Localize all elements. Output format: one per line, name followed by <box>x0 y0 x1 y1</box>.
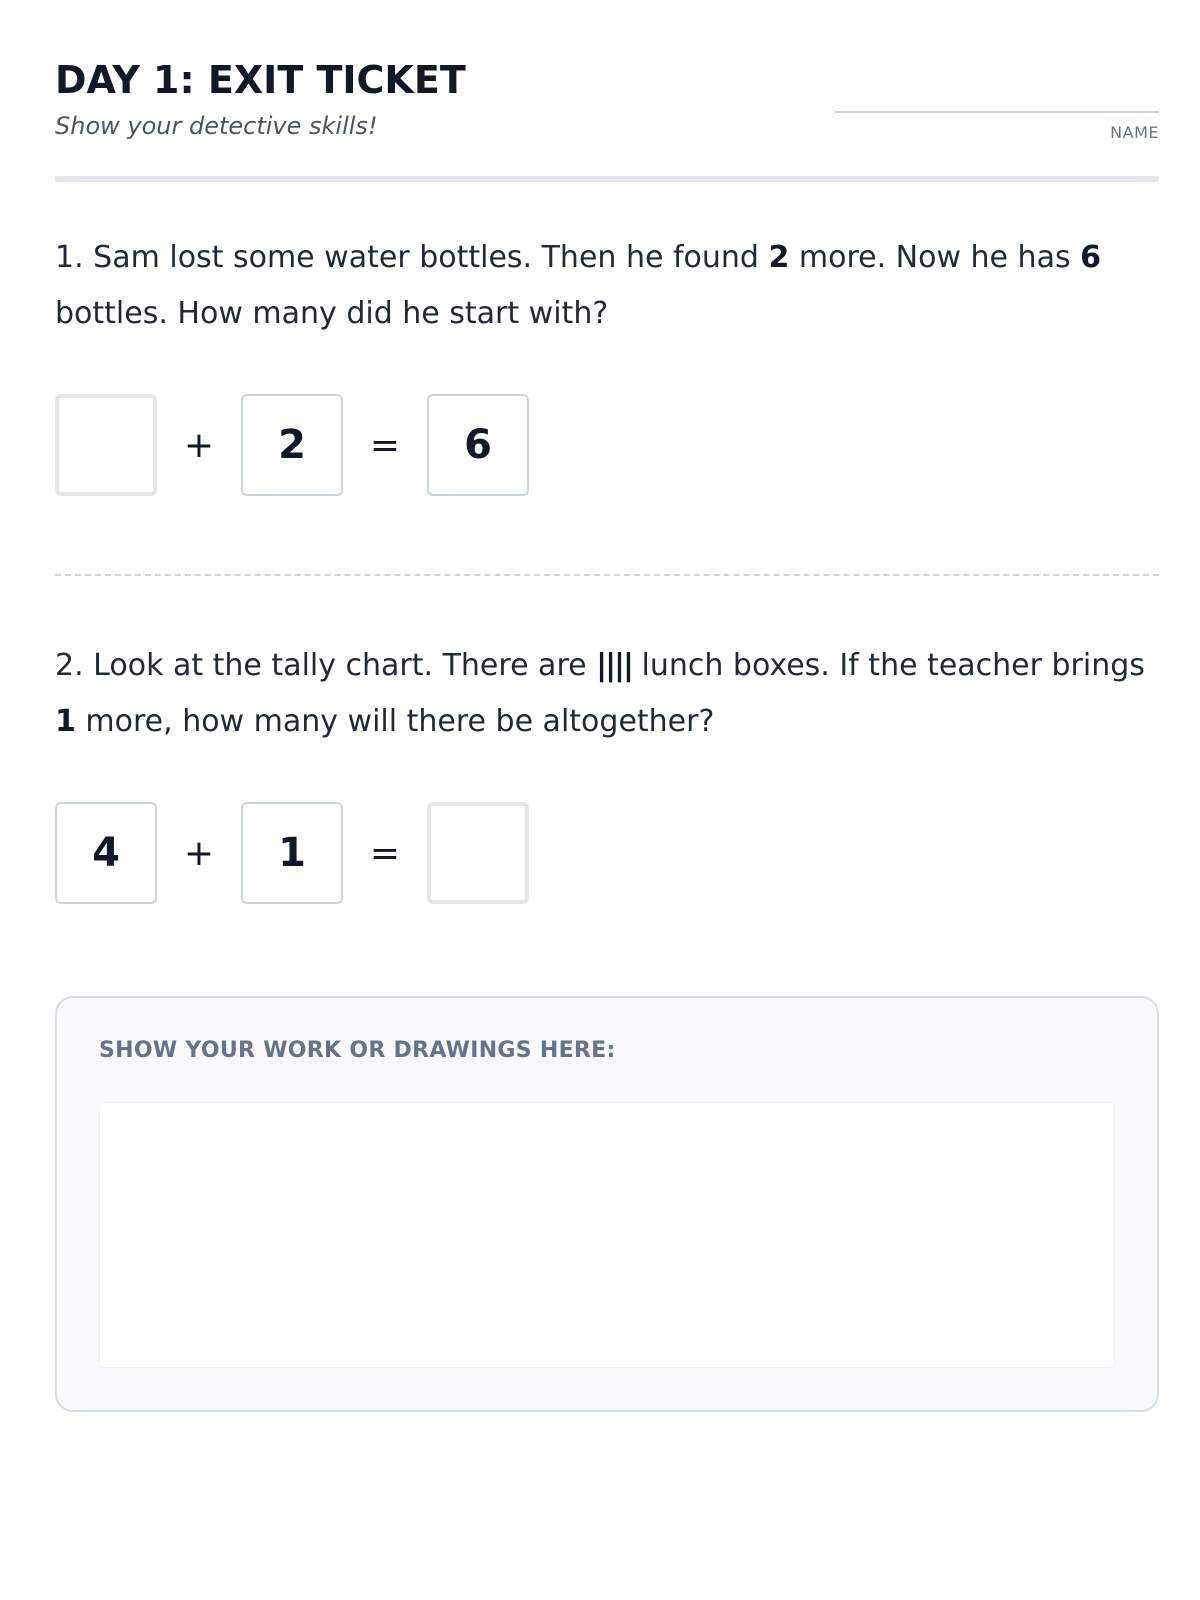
question-1-text-part: bottles. How many did he start with? <box>55 296 609 331</box>
name-field-line[interactable] <box>835 111 1159 113</box>
worksheet-header <box>55 55 1159 183</box>
number-box-added: 1 <box>241 802 343 904</box>
question-2-text-part: lunch boxes. If the teacher brings <box>631 648 1145 683</box>
header-divider <box>55 176 1159 182</box>
tally-marks: |||| <box>596 648 632 683</box>
question-1-value-found: 2 <box>768 240 790 275</box>
plus-sign: + <box>183 832 215 874</box>
question-2-text-part: Look at the tally chart. There are <box>93 648 597 683</box>
equals-sign: = <box>369 832 401 874</box>
question-2-value-added: 1 <box>55 704 76 739</box>
work-area-panel <box>55 996 1159 1412</box>
equals-sign: = <box>369 424 401 466</box>
question-2-text <box>55 638 1159 750</box>
plus-sign: + <box>183 424 215 466</box>
question-2-text-part: more, how many will there be altogether? <box>75 704 715 739</box>
question-2-number: 2. <box>55 648 84 683</box>
name-label: NAME <box>1110 123 1159 142</box>
question-2 <box>55 638 1159 906</box>
number-box-start: 4 <box>55 802 157 904</box>
question-1-equation <box>55 392 1159 498</box>
question-2-equation <box>55 800 1159 906</box>
number-box-total: 6 <box>427 394 529 496</box>
answer-box-total[interactable] <box>427 802 529 904</box>
question-1-value-total: 6 <box>1080 240 1101 275</box>
question-1-number: 1. <box>55 240 84 275</box>
page-subtitle: Show your detective skills! <box>55 112 378 140</box>
answer-box-start[interactable] <box>55 394 157 496</box>
work-area-label: SHOW YOUR WORK OR DRAWINGS HERE: <box>99 1038 616 1063</box>
page-title: DAY 1: EXIT TICKET <box>55 58 466 102</box>
question-1-text <box>55 230 1159 342</box>
question-1-text-part: more. Now he has <box>789 240 1081 275</box>
number-box-found: 2 <box>241 394 343 496</box>
question-1-text-part: Sam lost some water bottles. Then he found <box>93 240 769 275</box>
drawing-area[interactable] <box>99 1102 1115 1368</box>
question-divider <box>55 574 1159 576</box>
question-1 <box>55 230 1159 498</box>
